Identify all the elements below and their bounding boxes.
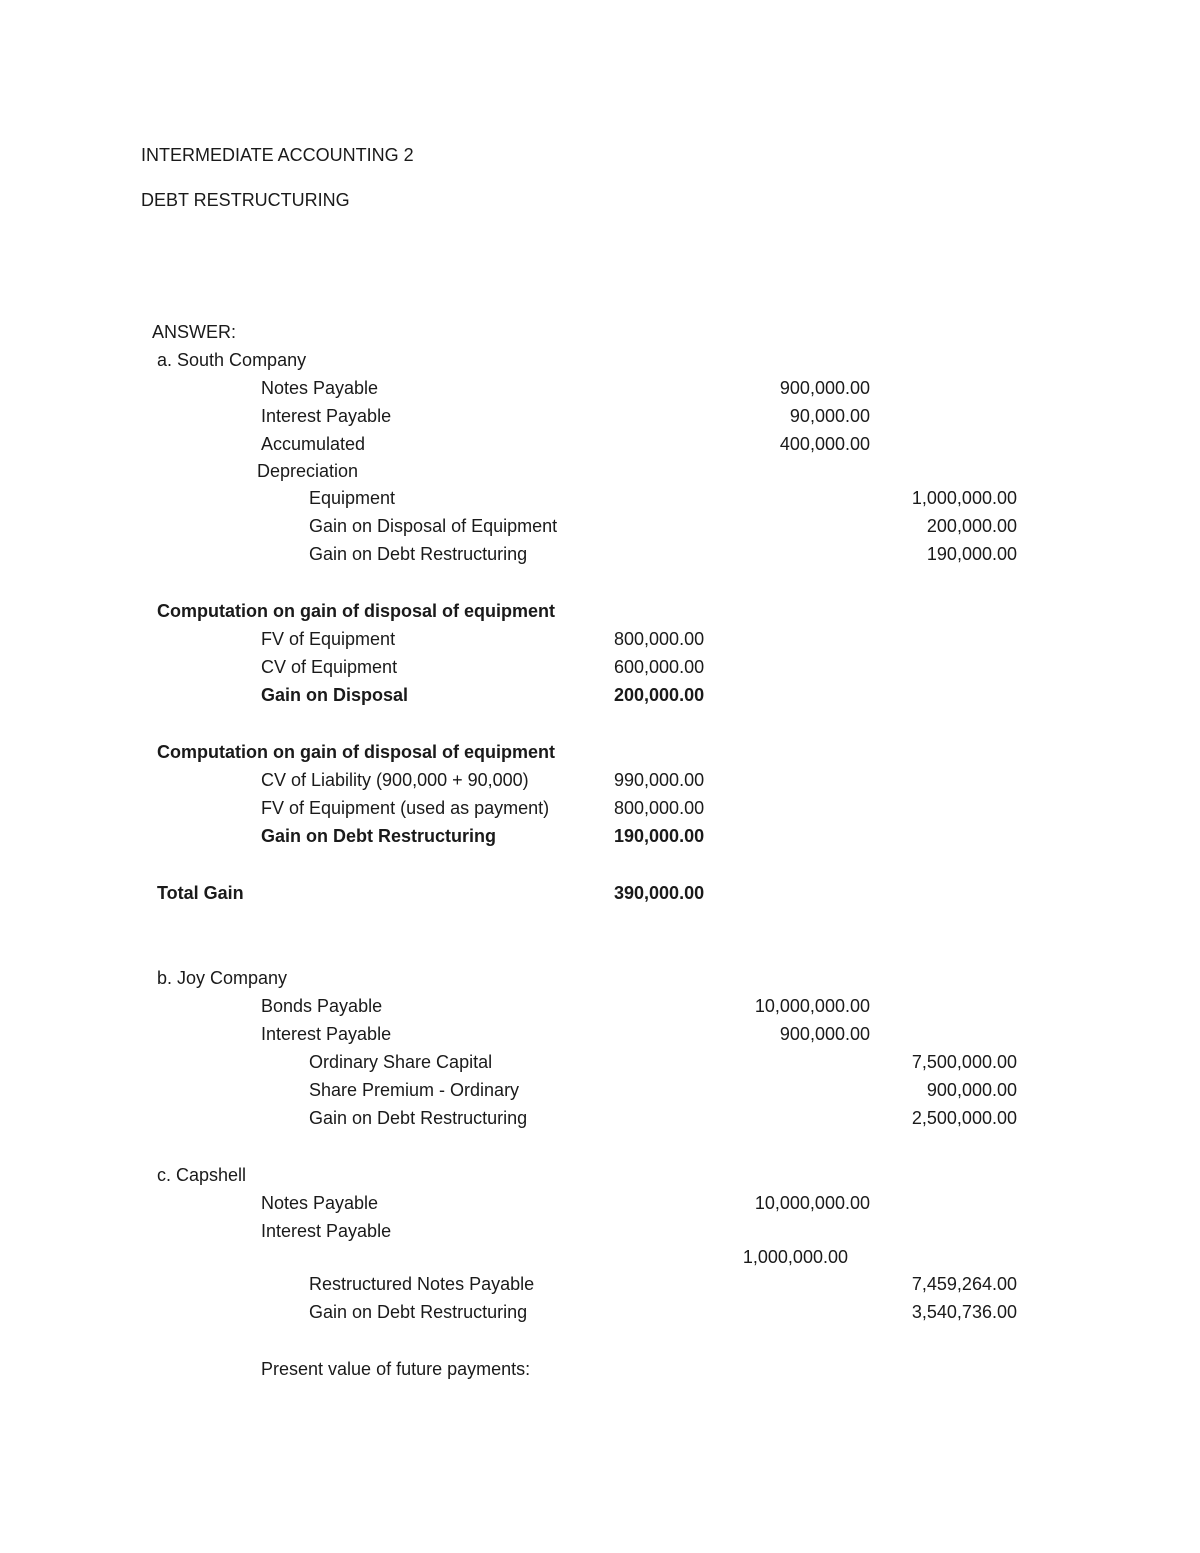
course-title: INTERMEDIATE ACCOUNTING 2	[141, 145, 414, 165]
debit-amount: 10,000,000.00	[754, 1193, 870, 1213]
section-heading-joy: b. Joy Company	[157, 968, 288, 988]
account-label: Gain on Debt Restructuring	[309, 544, 528, 564]
computation-total-label: Gain on Disposal	[261, 685, 409, 705]
account-label: Interest Payable	[261, 1221, 392, 1241]
credit-amount: 3,540,736.00	[911, 1302, 1017, 1322]
computation-heading: Computation on gain of disposal of equipment	[157, 601, 555, 621]
total-gain-label: Total Gain	[157, 883, 244, 903]
credit-amount: 1,000,000.00	[911, 488, 1017, 508]
debit-amount: 90,000.00	[789, 406, 870, 426]
computation-label: FV of Equipment	[261, 629, 396, 649]
account-label: Gain on Debt Restructuring	[309, 1108, 528, 1128]
computation-value: 800,000.00	[614, 798, 705, 818]
account-label: Depreciation	[257, 461, 359, 481]
computation-value: 600,000.00	[614, 657, 705, 677]
debit-amount: 900,000.00	[779, 1024, 870, 1044]
computation-label: CV of Equipment	[261, 657, 398, 677]
credit-amount: 200,000.00	[926, 516, 1017, 536]
computation-total-value: 190,000.00	[614, 826, 705, 846]
credit-amount: 190,000.00	[926, 544, 1017, 564]
credit-amount: 2,500,000.00	[911, 1108, 1017, 1128]
computation-label: CV of Liability (900,000 + 90,000)	[261, 770, 529, 790]
total-gain-value: 390,000.00	[614, 883, 705, 903]
account-label: Interest Payable	[261, 1024, 392, 1044]
account-label: Notes Payable	[261, 378, 379, 398]
present-value-label: Present value of future payments:	[261, 1359, 531, 1379]
debit-amount: 1,000,000.00	[742, 1247, 848, 1267]
account-label: Equipment	[309, 488, 396, 508]
account-label: Bonds Payable	[261, 996, 383, 1016]
account-label: Gain on Disposal of Equipment	[309, 516, 558, 536]
credit-amount: 7,500,000.00	[911, 1052, 1017, 1072]
computation-heading: Computation on gain of disposal of equipment	[157, 742, 555, 762]
account-label: Gain on Debt Restructuring	[309, 1302, 528, 1322]
debit-amount: 400,000.00	[779, 434, 870, 454]
computation-value: 800,000.00	[614, 629, 705, 649]
account-label: Ordinary Share Capital	[309, 1052, 493, 1072]
account-label: Accumulated	[261, 434, 366, 454]
computation-total-value: 200,000.00	[614, 685, 705, 705]
computation-value: 990,000.00	[614, 770, 705, 790]
computation-total-label: Gain on Debt Restructuring	[261, 826, 497, 846]
topic-title: DEBT RESTRUCTURING	[141, 190, 350, 210]
answer-label: ANSWER:	[152, 322, 237, 342]
section-heading-south: a. South Company	[157, 350, 307, 370]
account-label: Notes Payable	[261, 1193, 379, 1213]
account-label: Share Premium - Ordinary	[309, 1080, 520, 1100]
account-label: Restructured Notes Payable	[309, 1274, 535, 1294]
credit-amount: 7,459,264.00	[911, 1274, 1017, 1294]
credit-amount: 900,000.00	[926, 1080, 1017, 1100]
account-label: Interest Payable	[261, 406, 392, 426]
debit-amount: 900,000.00	[779, 378, 870, 398]
section-heading-capshell: c. Capshell	[157, 1165, 247, 1185]
debit-amount: 10,000,000.00	[754, 996, 870, 1016]
computation-label: FV of Equipment (used as payment)	[261, 798, 550, 818]
